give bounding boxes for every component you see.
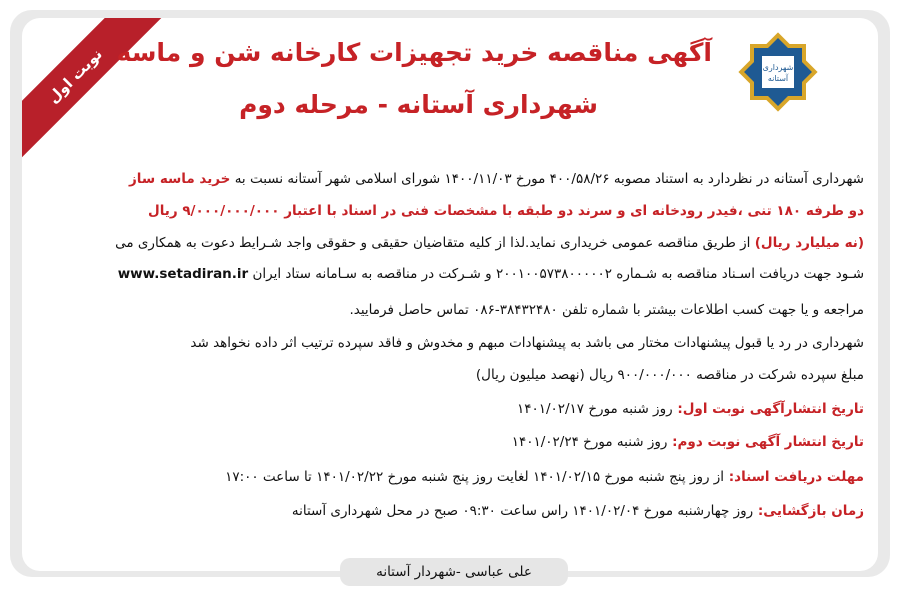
opening-time-label: زمان بازگشایی: <box>753 503 864 519</box>
item-spec-highlight: دو طرفه ۱۸۰ تنی ،فیدر رودخانه ای و سرند دو طبقه با مشخصات فنی در اسناد با اعتبار ۹/۰۰۰/۰۰۰/۰۰۰ ریال <box>147 203 864 219</box>
item-highlight: خرید ماسه ساز <box>129 171 231 187</box>
first-publish-value: روز شنبه مورخ ۱۴۰۱/۰۲/۱۷ <box>516 401 673 417</box>
signatory: علی عباسی -شهردار آستانه <box>376 564 532 580</box>
first-publish-date <box>517 399 864 419</box>
notice-subtitle: شهرداری آستانه - مرحله دوم <box>239 90 598 119</box>
body-line-2 <box>148 201 864 221</box>
budget-words: (نه میلیارد ریال) <box>754 235 864 251</box>
notice-title: آگهی مناقصه خرید تجهیزات کارخانه شن و ماسه <box>116 38 712 67</box>
first-publish-label: تاریخ انتشارآگهی نوبت اول: <box>672 401 864 417</box>
body-line-1 <box>129 169 864 189</box>
contact-text: مراجعه و یا جهت کسب اطلاعات بیشتر با شماره تلفن ۳۸۴۳۲۴۸۰-۰۸۶ تماس حاصل فرمایید. <box>349 302 864 318</box>
body-line-6 <box>190 333 864 353</box>
opening-time-value: روز چهارشنبه مورخ ۱۴۰۱/۰۲/۰۴ راس ساعت ۰۹:۳۰ صبح در محل شهرداری آستانه <box>291 503 754 519</box>
svg-text:آستانه: آستانه <box>767 74 789 83</box>
svg-text:شهرداری: شهرداری <box>762 63 794 72</box>
second-publish-value: روز شنبه مورخ ۱۴۰۱/۰۲/۲۴ <box>511 434 668 450</box>
deposit-text: مبلغ سپرده شرکت در مناقصه ۹۰۰/۰۰۰/۰۰۰ ریال (نهصد میلیون ریال) <box>475 367 864 383</box>
body-text: شهرداری آستانه در نظردارد به استناد مصوبه ۴۰۰/۵۸/۲۶ مورخ ۱۴۰۰/۱۱/۰۳ شورای اسلامی شهر آستانه نسبت به <box>230 171 864 187</box>
document-deadline <box>225 467 864 487</box>
body-line-3 <box>115 233 864 253</box>
body-line-4 <box>118 264 864 284</box>
signature-footer <box>340 558 568 586</box>
body-line-5 <box>349 300 864 320</box>
body-text: از طریق مناقصه عمومی خریداری نماید.لذا از کلیه متقاضیان حقیقی و حقوقی واجد شـرایط دعوت به همکاری می <box>115 235 755 251</box>
opening-time <box>292 501 864 521</box>
website-link[interactable]: www.setadiran.ir <box>117 266 249 282</box>
second-publish-label: تاریخ انتشار آگهی نوبت دوم: <box>667 434 864 450</box>
ribbon-label: نوبت اول <box>44 45 106 107</box>
body-line-7 <box>476 365 864 385</box>
body-text: شـود جهت دریافت اسـناد مناقصه به شـماره ۲۰۰۱۰۰۵۷۳۸۰۰۰۰۰۲ و شـرکت در مناقصه به سـامانه ستاد ایران <box>248 266 864 282</box>
second-publish-date <box>512 432 864 452</box>
terms-text: شهرداری در رد یا قبول پیشنهادات مختار می باشد به پیشنهادات مبهم و مخدوش و فاقد سپرده ترتیب اثر داده نخواهد شد <box>190 335 864 351</box>
municipality-emblem-icon <box>736 30 820 114</box>
emblem-center <box>762 56 794 88</box>
document-deadline-value: از روز پنج شنبه مورخ ۱۴۰۱/۰۲/۱۵ لغایت روز پنج شنبه مورخ ۱۴۰۱/۰۲/۲۲ تا ساعت ۱۷:۰۰ <box>225 469 725 485</box>
document-deadline-label: مهلت دریافت اسناد: <box>724 469 864 485</box>
